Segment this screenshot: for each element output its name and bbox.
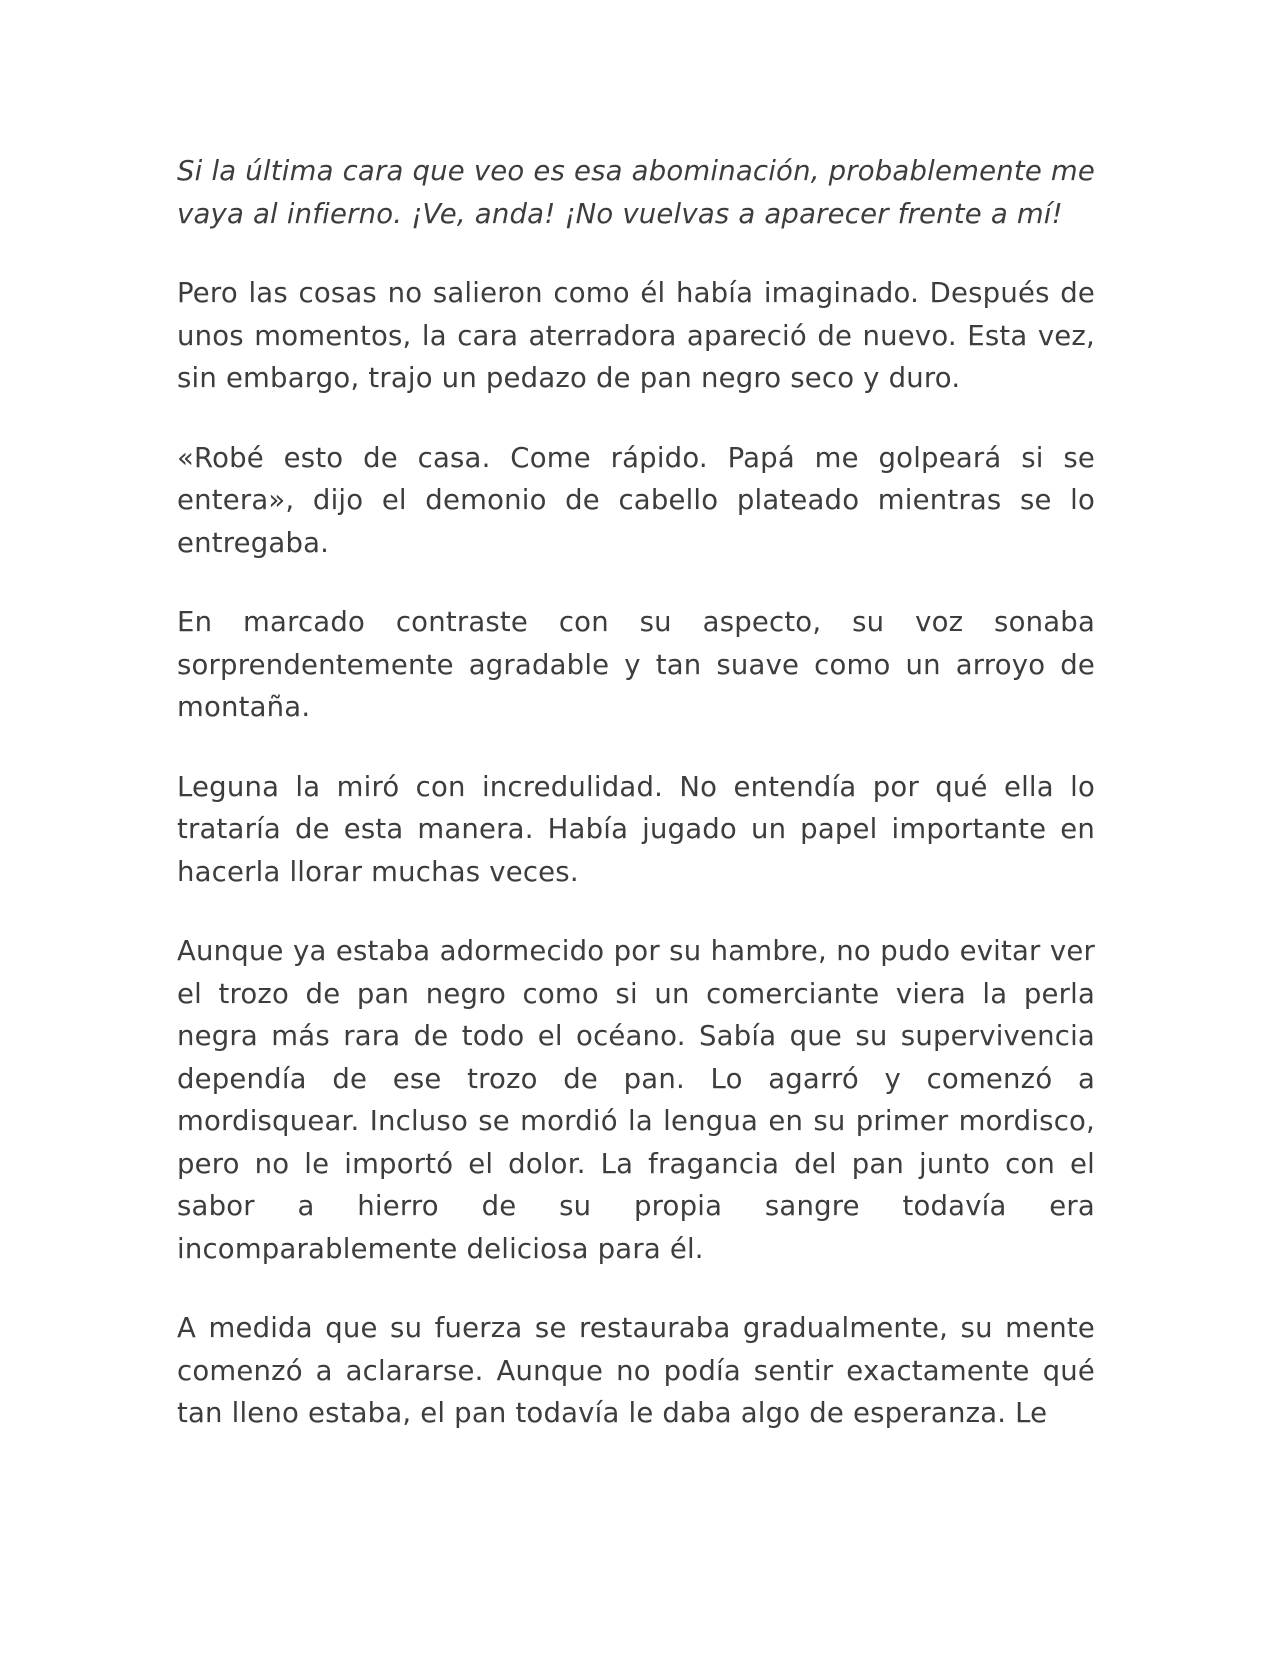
paragraph-4: En marcado contraste con su aspecto, su voz sonaba sorprendentemente agradable y tan suave como un arroyo de montaña. xyxy=(177,606,1095,723)
document-body xyxy=(177,150,1095,1472)
paragraph-6: Aunque ya estaba adormecido por su hambre, no pudo evitar ver el trozo de pan negro como si un comerciante viera la perla negra más rara de todo el océano. Sabía que su supervivencia dependía de ese trozo de pan. Lo agarró y comenzó a mordisquear. Incluso se mordió la lengua en su primer mordisco, pero no le importó el dolor. La fragancia del pan junto con el sabor a hierro de su propia sangre todavía era incomparablemente deliciosa para él. xyxy=(177,935,1095,1265)
paragraph-1: Si la última cara que veo es esa abominación, probablemente me vaya al infierno. ¡Ve, anda! ¡No vuelvas a aparecer frente a mí! xyxy=(177,155,1095,230)
paragraph-7: A medida que su fuerza se restauraba gradualmente, su mente comenzó a aclararse. Aunque no podía sentir exactamente qué tan lleno estaba, el pan todavía le daba algo de esperanza. Le xyxy=(177,1312,1095,1429)
paragraph-3: «Robé esto de casa. Come rápido. Papá me golpeará si se entera», dijo el demonio de cabello plateado mientras se lo entregaba. xyxy=(177,441,1095,559)
paragraph-5: Leguna la miró con incredulidad. No entendía por qué ella lo trataría de esta manera. Había jugado un papel importante en hacerla llorar muchas veces. xyxy=(177,770,1095,888)
paragraph-2: Pero las cosas no salieron como él había imaginado. Después de unos momentos, la cara aterradora apareció de nuevo. Esta vez, sin embargo, trajo un pedazo de pan negro seco y duro. xyxy=(177,277,1095,394)
